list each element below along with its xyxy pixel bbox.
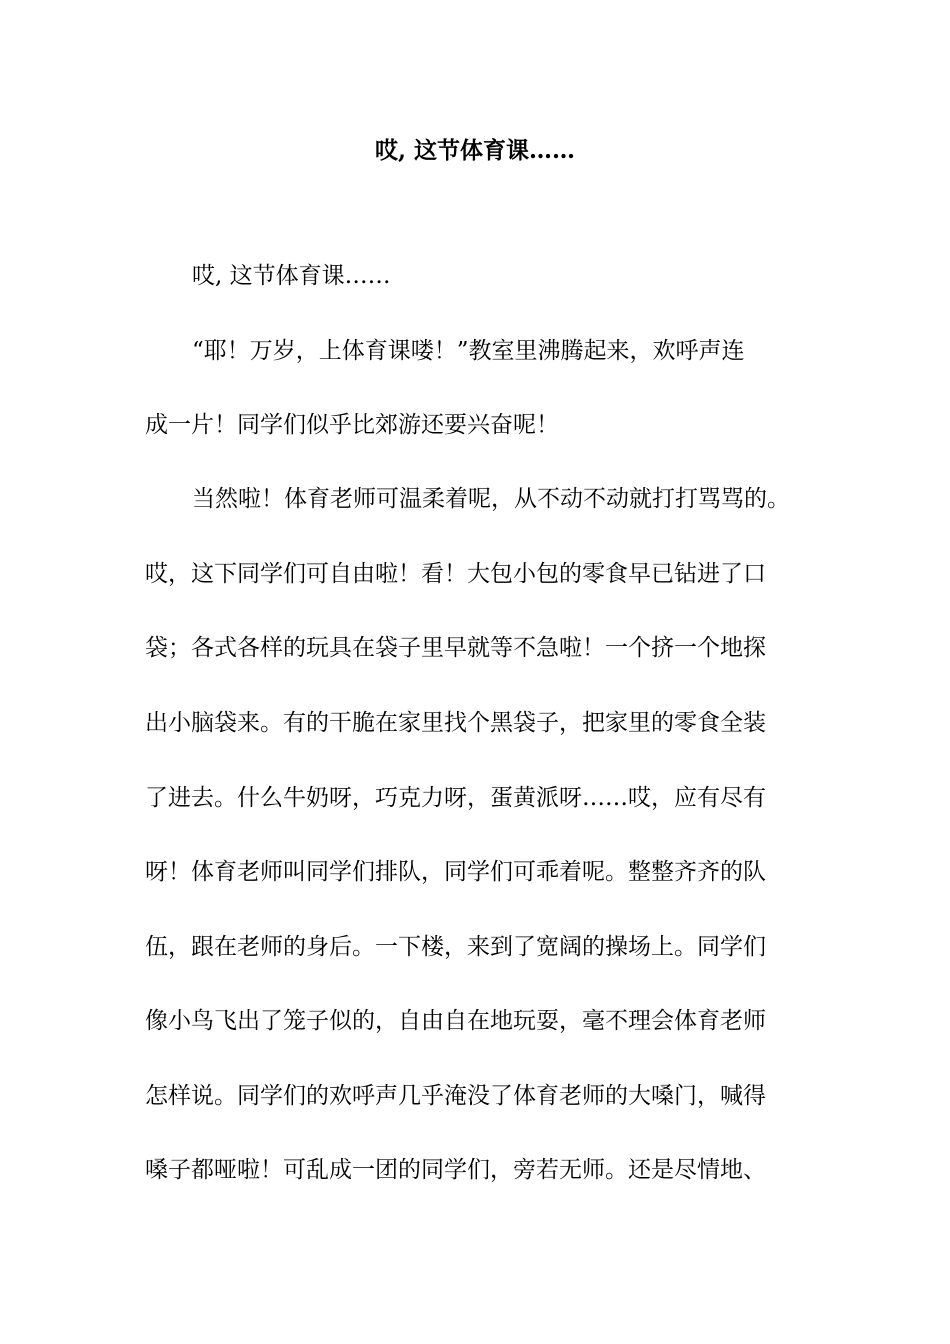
paragraph-line: 像小鸟飞出了笼子似的，自由自在地玩耍，毫不理会体育老师 — [145, 1008, 766, 1034]
paragraph-line: 袋；各式各样的玩具在袋子里早就等不急啦！一个挤一个地探 — [145, 635, 766, 661]
paragraph-line: 当然啦！体育老师可温柔着呢，从不动不动就打打骂骂的。 — [192, 486, 790, 512]
paragraph-line: 出小脑袋来。有的干脆在家里找个黑袋子，把家里的零食全装 — [145, 710, 766, 736]
paragraph-line: 哎，这下同学们可自由啦！看！大包小包的零食早已钻进了口 — [145, 561, 766, 587]
paragraph-line: 嗓子都哑啦！可乱成一团的同学们，旁若无师。还是尽情地、 — [145, 1157, 766, 1183]
document-title: 哎, 这节体育课…… — [374, 137, 575, 164]
paragraph-line: 成一片！同学们似乎比郊游还要兴奋呢！ — [145, 412, 559, 438]
paragraph-line: 哎, 这节体育课…… — [192, 263, 391, 289]
paragraph-line: 怎样说。同学们的欢呼声几乎淹没了体育老师的大嗓门，喊得 — [145, 1083, 766, 1109]
paragraph-line: 伍，跟在老师的身后。一下楼，来到了宽阔的操场上。同学们 — [145, 934, 766, 960]
paragraph-line: 了进去。什么牛奶呀，巧克力呀，蛋黄派呀……哎，应有尽有 — [145, 785, 766, 811]
paragraph-line: 呀！体育老师叫同学们排队，同学们可乖着呢。整整齐齐的队 — [145, 859, 766, 885]
paragraph-line: “耶！万岁，上体育课喽！”教室里沸腾起来，欢呼声连 — [192, 338, 745, 364]
